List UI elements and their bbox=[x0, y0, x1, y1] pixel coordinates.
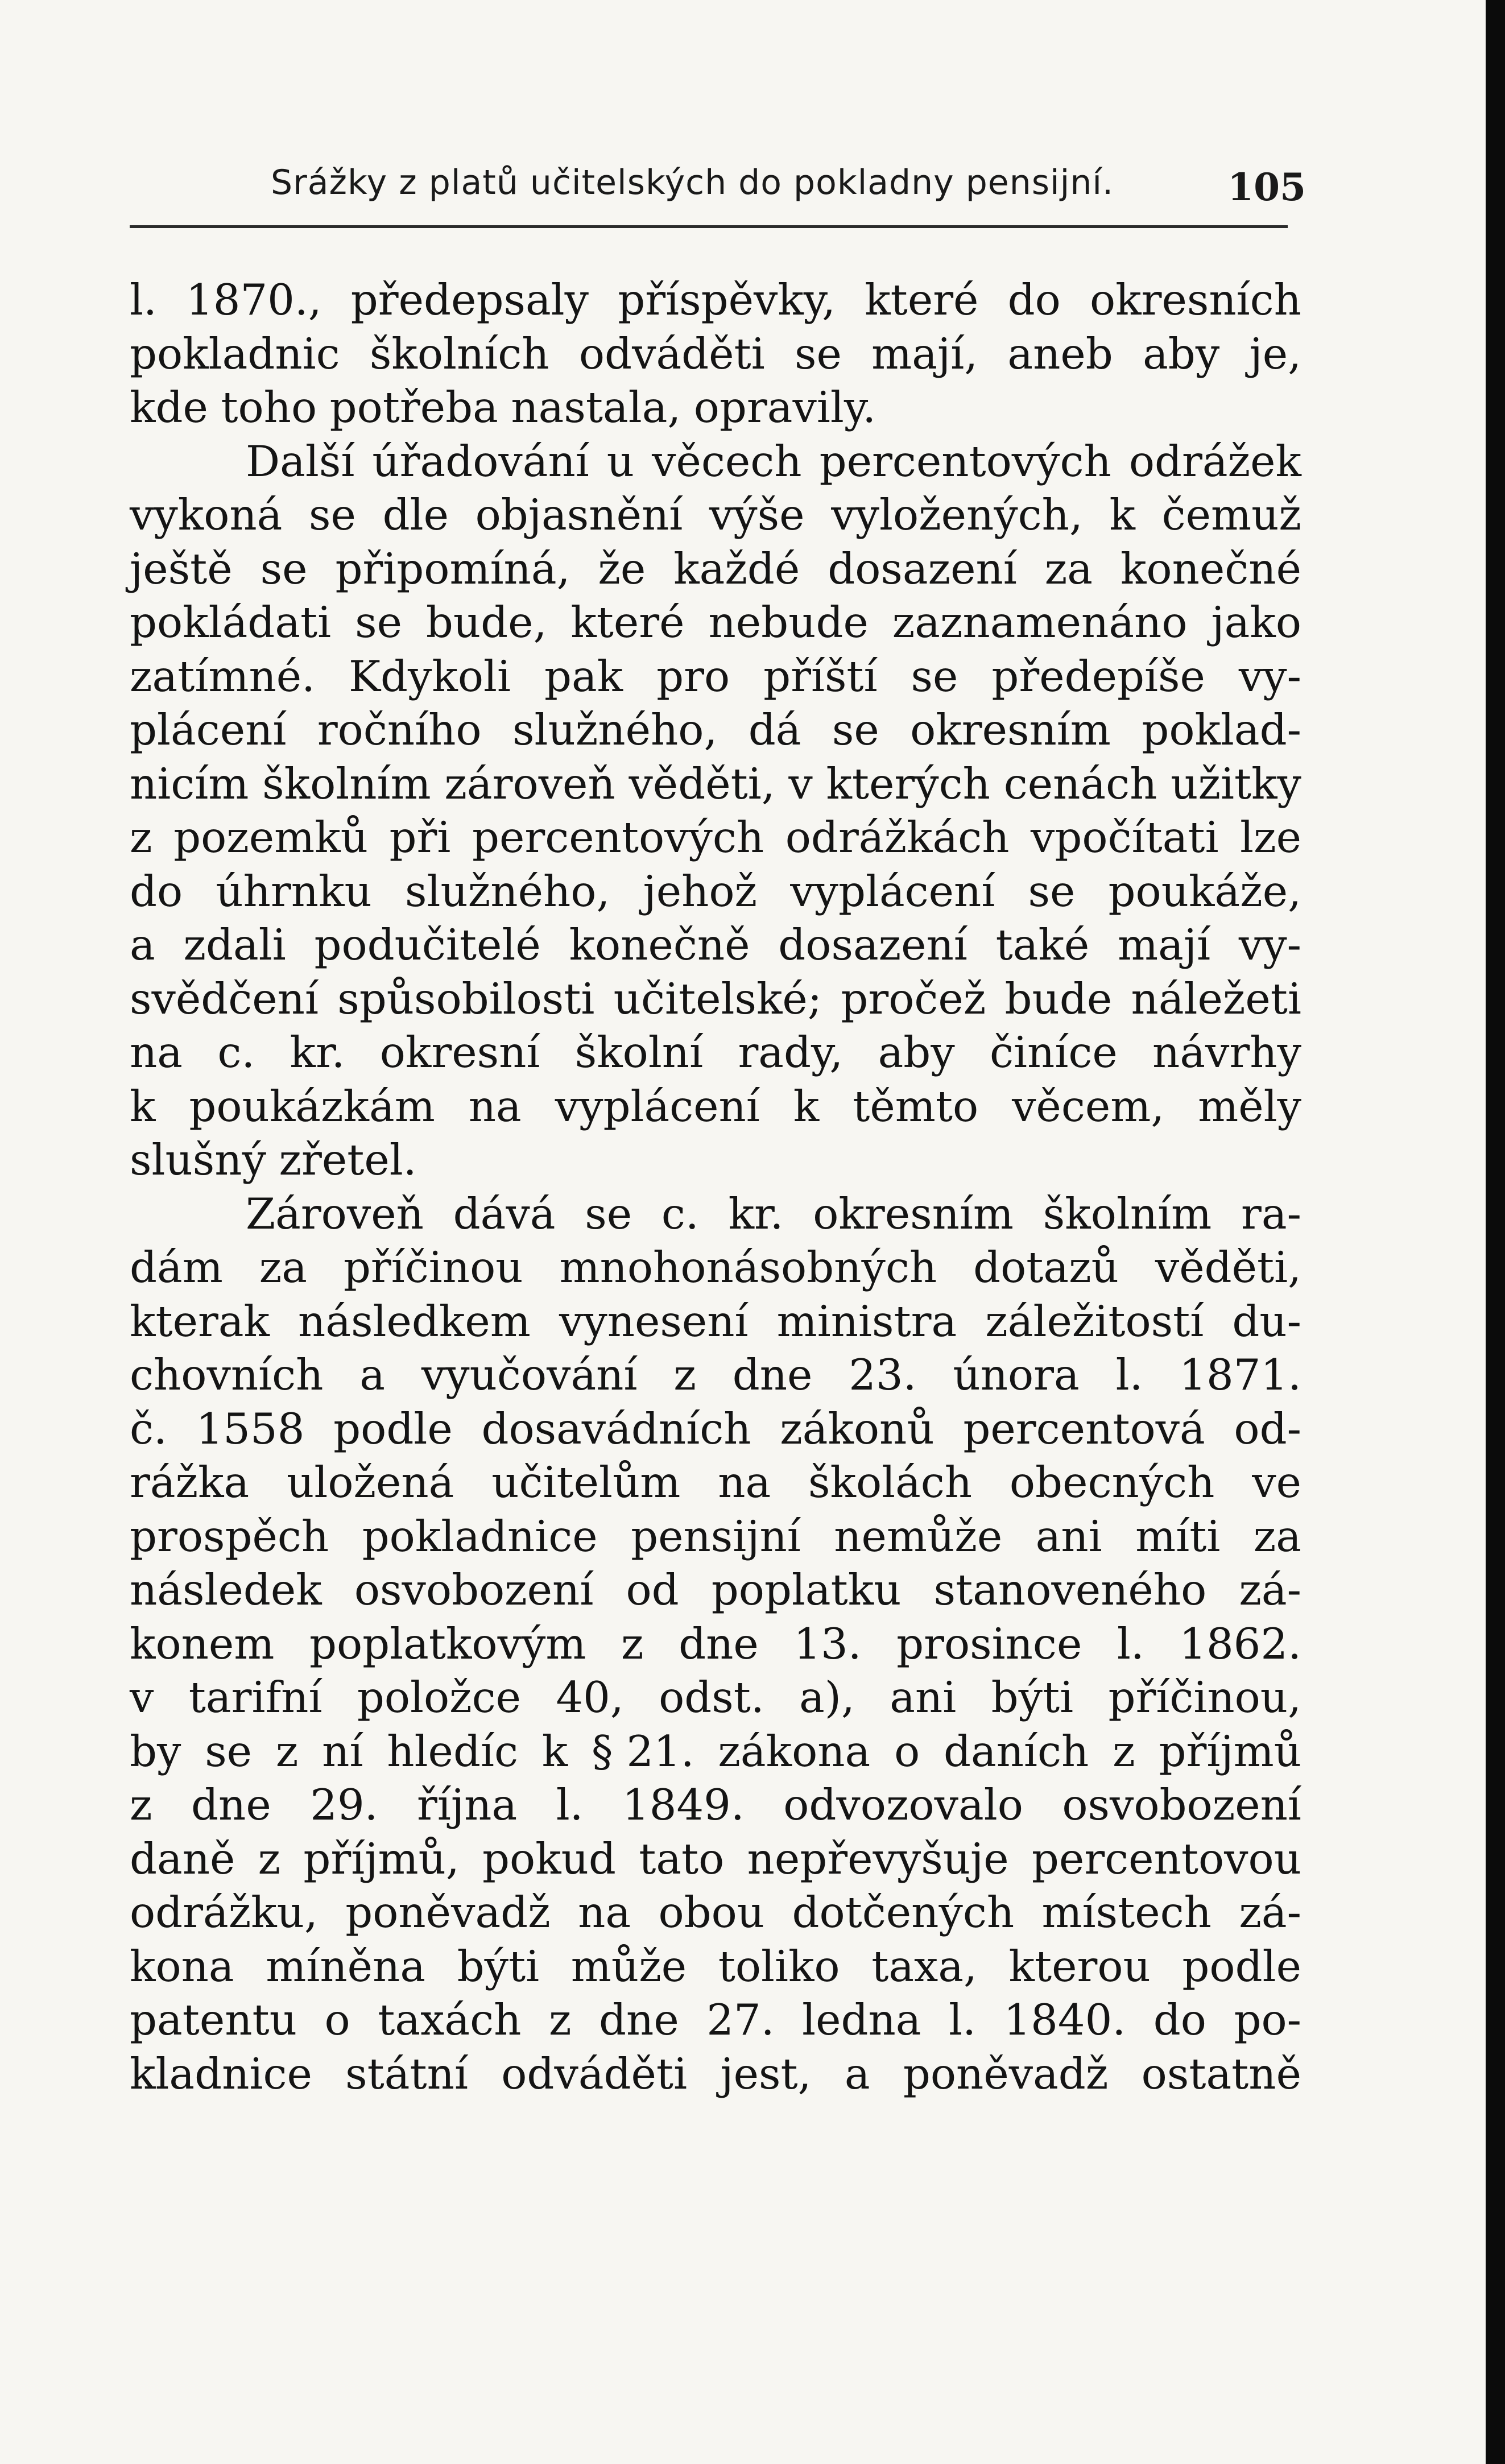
word: z bbox=[275, 1726, 299, 1776]
text-line bbox=[130, 1402, 1301, 1456]
word: daních bbox=[944, 1726, 1089, 1776]
word: c. bbox=[661, 1188, 699, 1239]
word: užitky bbox=[1171, 758, 1301, 809]
text-line bbox=[130, 1080, 1301, 1134]
word: výše bbox=[709, 490, 805, 540]
word: se bbox=[794, 328, 842, 379]
word: věděti, bbox=[629, 758, 775, 809]
word: se bbox=[832, 705, 879, 755]
word: objasnění bbox=[475, 490, 683, 540]
word: percentovou bbox=[1031, 1833, 1301, 1884]
word: percentových bbox=[472, 812, 764, 862]
word: příští bbox=[763, 651, 878, 701]
word: dosavádních bbox=[481, 1403, 751, 1454]
word: plácení bbox=[130, 705, 287, 755]
word: kr. bbox=[290, 1027, 345, 1077]
word: zaznamenáno bbox=[892, 597, 1188, 647]
word: ostatně bbox=[1141, 2048, 1301, 2099]
text-line bbox=[130, 542, 1301, 596]
word: dne bbox=[599, 1995, 679, 2045]
text-line bbox=[130, 1348, 1301, 1402]
word: také bbox=[995, 920, 1090, 970]
word: připomíná, bbox=[335, 543, 570, 594]
word: zřetel. bbox=[279, 1135, 417, 1185]
word: čemuž bbox=[1161, 490, 1301, 540]
word: vykoná bbox=[130, 490, 283, 540]
word: okresním bbox=[813, 1188, 1014, 1239]
word: ministra bbox=[776, 1296, 957, 1346]
word: pokladnic bbox=[130, 328, 340, 379]
word: vyložených, bbox=[831, 490, 1083, 540]
word: že bbox=[598, 543, 646, 594]
word: pro bbox=[656, 651, 730, 701]
word: poněvadž bbox=[345, 1887, 551, 1937]
text-line bbox=[130, 1671, 1301, 1725]
word: předepíše bbox=[991, 651, 1205, 701]
word: o bbox=[894, 1726, 920, 1776]
word: návrhy bbox=[1152, 1027, 1301, 1077]
word: za bbox=[1253, 1511, 1301, 1561]
word: které bbox=[865, 275, 979, 325]
word: l. bbox=[1117, 1618, 1144, 1669]
word: nicím bbox=[130, 758, 249, 809]
header-rule bbox=[130, 225, 1288, 228]
text-line bbox=[130, 1832, 1301, 1886]
word: odváděti bbox=[501, 2048, 688, 2099]
word: dává bbox=[453, 1188, 556, 1239]
word: aby bbox=[878, 1027, 955, 1077]
word: měly bbox=[1198, 1081, 1301, 1131]
word: bude, bbox=[425, 597, 547, 647]
word: se bbox=[585, 1188, 632, 1239]
word: nemůže bbox=[834, 1511, 1003, 1561]
word: při bbox=[389, 812, 451, 862]
word: § 21. bbox=[592, 1726, 694, 1776]
word: školní bbox=[574, 1027, 704, 1077]
word: 1558 bbox=[196, 1403, 305, 1454]
word: potřeba bbox=[329, 382, 498, 432]
word: k bbox=[130, 1081, 156, 1131]
word: podle bbox=[333, 1403, 453, 1454]
text-line bbox=[130, 327, 1301, 381]
word: do bbox=[1007, 275, 1061, 325]
word: do bbox=[130, 866, 183, 916]
word: nebude bbox=[708, 597, 869, 647]
word: z bbox=[1113, 1726, 1135, 1776]
word: vyučování bbox=[421, 1350, 638, 1400]
word: lze bbox=[1240, 812, 1301, 862]
word: od bbox=[626, 1565, 679, 1615]
word: do bbox=[1153, 1995, 1206, 2045]
word: každé bbox=[673, 543, 800, 594]
text-line bbox=[130, 972, 1301, 1026]
word: svědčení bbox=[130, 973, 319, 1024]
word: daně bbox=[130, 1833, 235, 1884]
word: činíce bbox=[990, 1027, 1118, 1077]
word: k bbox=[541, 1726, 568, 1776]
text-line bbox=[130, 1241, 1301, 1295]
word: ra- bbox=[1241, 1188, 1301, 1239]
word: vyplácení bbox=[555, 1081, 760, 1131]
word: a bbox=[130, 920, 155, 970]
word: nepřevyšuje bbox=[747, 1833, 1009, 1884]
word: února bbox=[953, 1350, 1080, 1400]
word: příčinou bbox=[343, 1242, 523, 1292]
word: ani bbox=[890, 1672, 957, 1722]
word: 27. bbox=[706, 1995, 775, 2045]
text-line bbox=[130, 650, 1301, 704]
word: percentová bbox=[963, 1403, 1205, 1454]
word: nastala, bbox=[511, 382, 681, 432]
word: předepsaly bbox=[350, 275, 589, 325]
word: 1870., bbox=[186, 275, 322, 325]
word: v bbox=[788, 758, 813, 809]
word: školách bbox=[808, 1457, 973, 1507]
text-line bbox=[130, 703, 1301, 757]
text-line bbox=[130, 381, 1301, 435]
word: z bbox=[130, 812, 152, 862]
word: obou bbox=[658, 1887, 765, 1937]
word: věcech bbox=[652, 436, 802, 486]
word: se bbox=[355, 597, 402, 647]
word: vyplácení bbox=[790, 866, 995, 916]
word: zároveň bbox=[444, 758, 615, 809]
word: z bbox=[258, 1833, 281, 1884]
word: mají bbox=[1118, 920, 1211, 970]
word: se bbox=[1028, 866, 1076, 916]
word: těmto bbox=[853, 1081, 979, 1131]
word: kde bbox=[130, 382, 208, 432]
word: č. bbox=[130, 1403, 167, 1454]
word: příjmů bbox=[1159, 1726, 1301, 1776]
text-line bbox=[130, 435, 1301, 489]
word: dosazení bbox=[778, 920, 968, 970]
word: z bbox=[673, 1350, 696, 1400]
word: míněna bbox=[266, 1941, 426, 1991]
word: k bbox=[793, 1081, 820, 1131]
word: prosince bbox=[896, 1618, 1082, 1669]
word: položce bbox=[357, 1672, 522, 1722]
word: slušný bbox=[130, 1135, 266, 1185]
word: tato bbox=[639, 1833, 725, 1884]
word: okresní bbox=[379, 1027, 540, 1077]
word: stanoveného bbox=[933, 1565, 1207, 1615]
word: patentu bbox=[130, 1995, 297, 2045]
word: rážka bbox=[130, 1457, 250, 1507]
word: za bbox=[259, 1242, 307, 1292]
word: z bbox=[130, 1780, 152, 1830]
text-line bbox=[130, 488, 1301, 542]
word: odst. bbox=[659, 1672, 764, 1722]
text-line bbox=[130, 273, 1301, 327]
word: dotazů bbox=[973, 1242, 1119, 1292]
word: dne bbox=[679, 1618, 759, 1669]
word: mnohonásobných bbox=[559, 1242, 937, 1292]
word: se bbox=[205, 1726, 253, 1776]
word: vpočítati bbox=[1031, 812, 1219, 862]
word: se bbox=[260, 543, 308, 594]
text-line bbox=[130, 757, 1301, 811]
text-line bbox=[130, 1295, 1301, 1349]
text-line bbox=[130, 1993, 1301, 2047]
word: kterých bbox=[826, 758, 990, 809]
word: jehož bbox=[643, 866, 758, 916]
word: by bbox=[130, 1726, 181, 1776]
word: školních bbox=[369, 328, 549, 379]
word: aneb bbox=[1007, 328, 1113, 379]
word: kr. bbox=[728, 1188, 784, 1239]
word: dle bbox=[382, 490, 449, 540]
word: ani bbox=[1035, 1511, 1102, 1561]
word: úřadování bbox=[372, 436, 589, 486]
word: zatímné. bbox=[130, 651, 316, 701]
word: 40, bbox=[556, 1672, 624, 1722]
page-number: 105 bbox=[1227, 165, 1306, 209]
word: je, bbox=[1249, 328, 1301, 379]
word: ní bbox=[322, 1726, 363, 1776]
word: 29. bbox=[310, 1780, 378, 1830]
word: rady, bbox=[738, 1027, 844, 1077]
word: vy- bbox=[1238, 651, 1301, 701]
word: pokladnice bbox=[362, 1511, 598, 1561]
word: od- bbox=[1234, 1403, 1301, 1454]
word: osvobození bbox=[1062, 1780, 1301, 1830]
word: na bbox=[468, 1081, 522, 1131]
word: poplatku bbox=[711, 1565, 902, 1615]
text-line bbox=[130, 865, 1301, 919]
word: příjmů, bbox=[303, 1833, 460, 1884]
word: 23. bbox=[849, 1350, 917, 1400]
word: osvobození bbox=[354, 1565, 594, 1615]
word: se bbox=[309, 490, 356, 540]
word: odvozovalo bbox=[783, 1780, 1023, 1830]
word: poněvadž bbox=[903, 2048, 1109, 2099]
word: zákona bbox=[718, 1726, 871, 1776]
word: dne bbox=[191, 1780, 271, 1830]
text-line bbox=[130, 1133, 1301, 1187]
word: odrážku, bbox=[130, 1887, 318, 1937]
word: toliko bbox=[718, 1941, 840, 1991]
text-line bbox=[130, 1187, 1301, 1241]
word: poukázkám bbox=[189, 1081, 435, 1131]
word: býti bbox=[457, 1941, 540, 1991]
word: pak bbox=[544, 651, 623, 701]
word: u bbox=[606, 436, 635, 486]
word: pokud bbox=[482, 1833, 616, 1884]
word: státní bbox=[345, 2048, 468, 2099]
word: býti bbox=[991, 1672, 1074, 1722]
text-line bbox=[130, 1510, 1301, 1564]
word: míti bbox=[1135, 1511, 1221, 1561]
text-line bbox=[130, 2047, 1301, 2101]
text-line bbox=[130, 1617, 1301, 1671]
word: konečně bbox=[569, 920, 750, 970]
word: du- bbox=[1232, 1296, 1301, 1346]
word: a bbox=[359, 1350, 386, 1400]
text-line bbox=[130, 1940, 1301, 1994]
word: ještě bbox=[130, 543, 233, 594]
page-header bbox=[271, 157, 1306, 220]
word: tarifní bbox=[188, 1672, 323, 1722]
word: opravily. bbox=[693, 382, 876, 432]
word: odváděti bbox=[578, 328, 765, 379]
word: z bbox=[621, 1618, 644, 1669]
word: školním bbox=[1043, 1188, 1212, 1239]
word: spůsobilosti bbox=[337, 973, 595, 1024]
word: příčinou, bbox=[1108, 1672, 1301, 1722]
word: aby bbox=[1143, 328, 1220, 379]
word: pokládati bbox=[130, 597, 332, 647]
word: dotčených bbox=[792, 1887, 1015, 1937]
word: taxa, bbox=[871, 1941, 977, 1991]
word: Zároveň bbox=[246, 1188, 424, 1239]
word: dosazení bbox=[828, 543, 1017, 594]
word: příspěvky, bbox=[618, 275, 836, 325]
word: poklad- bbox=[1142, 705, 1301, 755]
word: 1862. bbox=[1179, 1618, 1301, 1669]
word: 1840. bbox=[1003, 1995, 1126, 2045]
word: věcem, bbox=[1012, 1081, 1165, 1131]
word: o bbox=[324, 1995, 350, 2045]
word: podle bbox=[1182, 1941, 1301, 1991]
word: následkem bbox=[298, 1296, 531, 1346]
word: odrážek bbox=[1128, 436, 1301, 486]
scan-edge bbox=[1486, 0, 1505, 2464]
word: vy- bbox=[1238, 920, 1301, 970]
word: může bbox=[570, 1941, 687, 1991]
text-line bbox=[130, 1778, 1301, 1832]
word: 1871. bbox=[1179, 1350, 1301, 1400]
word: zákonů bbox=[780, 1403, 935, 1454]
word: na bbox=[718, 1457, 771, 1507]
word: vynesení bbox=[559, 1296, 749, 1346]
word: k bbox=[1109, 490, 1135, 540]
word: po- bbox=[1234, 1995, 1301, 2045]
word: učitelům bbox=[491, 1457, 681, 1507]
word: na bbox=[578, 1887, 631, 1937]
word: l. bbox=[949, 1995, 976, 2045]
word: a bbox=[844, 2048, 870, 2099]
word: mají, bbox=[871, 328, 978, 379]
word: okresních bbox=[1090, 275, 1301, 325]
word: bude bbox=[1004, 973, 1113, 1024]
word: ročního bbox=[317, 705, 482, 755]
text-line bbox=[130, 1563, 1301, 1617]
word: c. bbox=[217, 1027, 255, 1077]
word: služného, bbox=[405, 866, 610, 916]
word: a), bbox=[799, 1672, 855, 1722]
word: pozemků bbox=[173, 812, 368, 862]
word: které bbox=[570, 597, 685, 647]
word: školním bbox=[262, 758, 431, 809]
word: chovních bbox=[130, 1350, 324, 1400]
word: věděti, bbox=[1155, 1242, 1301, 1292]
word: poplatkovým bbox=[309, 1618, 586, 1669]
word: okresním bbox=[910, 705, 1111, 755]
word: v bbox=[130, 1672, 154, 1722]
word: konem bbox=[130, 1618, 275, 1669]
text-line bbox=[130, 918, 1301, 972]
word: dám bbox=[130, 1242, 223, 1292]
word: jako bbox=[1211, 597, 1301, 647]
word: l. bbox=[1115, 1350, 1143, 1400]
word: se bbox=[911, 651, 958, 701]
word: poukáže, bbox=[1108, 866, 1301, 916]
word: 1849. bbox=[622, 1780, 745, 1830]
word: místech bbox=[1041, 1887, 1212, 1937]
word: ve bbox=[1252, 1457, 1301, 1507]
word: l. bbox=[556, 1780, 584, 1830]
word: pensijní bbox=[631, 1511, 801, 1561]
word: kterak bbox=[130, 1296, 270, 1346]
text-line bbox=[130, 1725, 1301, 1779]
word: obecných bbox=[1009, 1457, 1215, 1507]
word: konečné bbox=[1120, 543, 1301, 594]
word: podučitelé bbox=[314, 920, 541, 970]
word: 13. bbox=[793, 1618, 862, 1669]
word: zá- bbox=[1239, 1887, 1301, 1937]
word: následek bbox=[130, 1565, 322, 1615]
word: učitelské; bbox=[613, 973, 822, 1024]
word: dne bbox=[732, 1350, 813, 1400]
word: prospěch bbox=[130, 1511, 329, 1561]
word: toho bbox=[221, 382, 317, 432]
word: náležeti bbox=[1131, 973, 1301, 1024]
word: percentových bbox=[819, 436, 1111, 486]
word: úhrnku bbox=[216, 866, 372, 916]
text-line bbox=[130, 1456, 1301, 1510]
word: služného, bbox=[512, 705, 718, 755]
running-title: Srážky z platů učitelských do pokladny pensijní. bbox=[271, 163, 1114, 202]
word: Kdykoli bbox=[348, 651, 511, 701]
word: zdali bbox=[183, 920, 286, 970]
word: na bbox=[130, 1027, 183, 1077]
word: taxách bbox=[378, 1995, 522, 2045]
word: kladnice bbox=[130, 2048, 312, 2099]
word: zá- bbox=[1239, 1565, 1301, 1615]
word: hledíc bbox=[387, 1726, 518, 1776]
text-line bbox=[130, 811, 1301, 865]
word: za bbox=[1044, 543, 1093, 594]
word: kterou bbox=[1008, 1941, 1151, 1991]
text-line bbox=[130, 1026, 1301, 1080]
word: dá bbox=[748, 705, 801, 755]
text-line bbox=[130, 596, 1301, 650]
text-line bbox=[130, 1886, 1301, 1940]
word: l. bbox=[130, 275, 157, 325]
word: Další bbox=[246, 436, 355, 486]
word: kona bbox=[130, 1941, 234, 1991]
word: pročež bbox=[841, 973, 986, 1024]
body-text bbox=[130, 273, 1301, 2101]
word: ledna bbox=[802, 1995, 921, 2045]
word: jest, bbox=[720, 2048, 812, 2099]
word: cenách bbox=[1003, 758, 1157, 809]
word: uložená bbox=[287, 1457, 454, 1507]
word: záležitostí bbox=[985, 1296, 1204, 1346]
word: října bbox=[417, 1780, 518, 1830]
word: odrážkách bbox=[785, 812, 1010, 862]
word: z bbox=[548, 1995, 572, 2045]
